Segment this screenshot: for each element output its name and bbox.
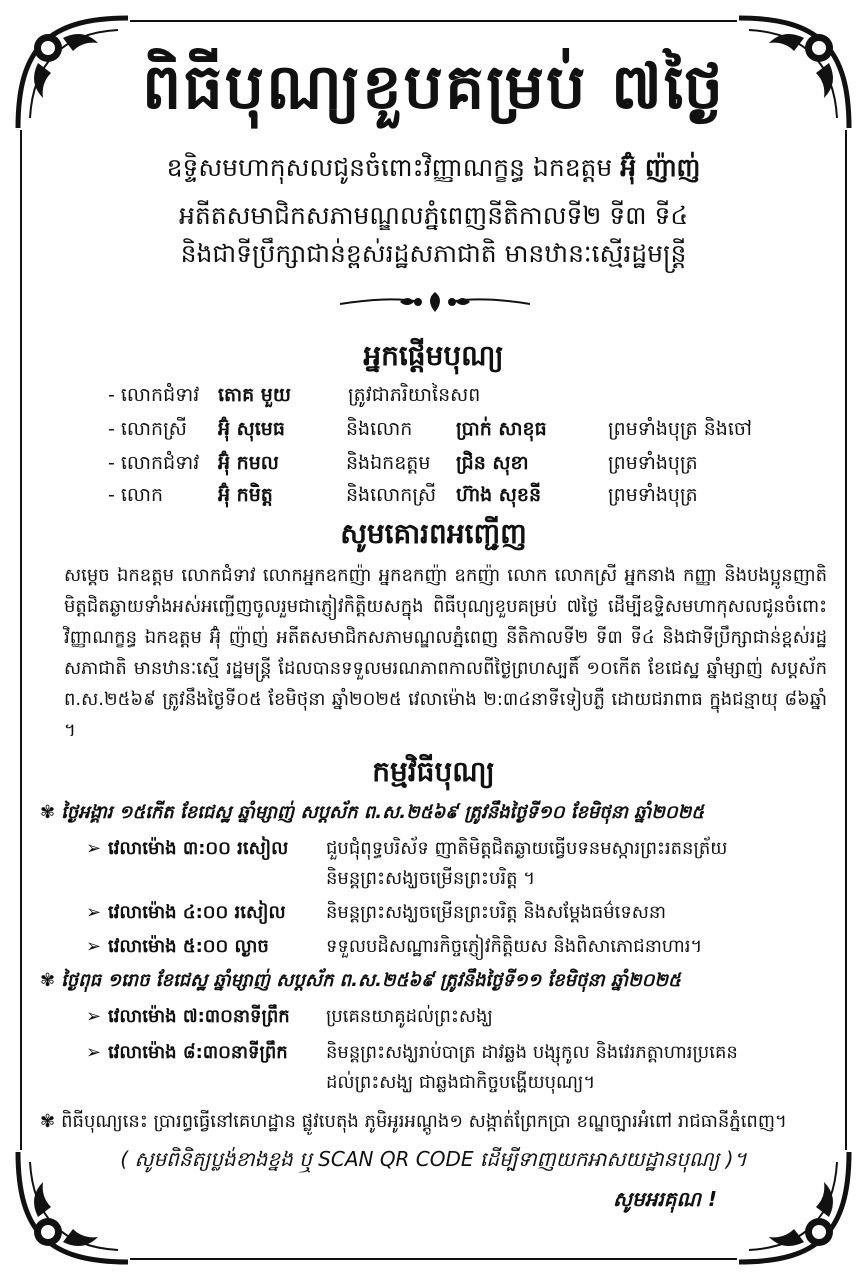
left-border-line (20, 130, 22, 1150)
arrow-bullet-icon: ➢ (86, 838, 102, 859)
invitation-text: សម្ដេច ឯកឧត្តម លោកជំទាវ លោកអ្នកឧកញ៉ា អ្នកឧកញ៉ា ឧកញ៉ា លោក លោកស្រី អ្នកនាង កញ្ញា និងបងប្អូនញាតិមិត្តជិតឆ្ងាយទាំងអស់អញ្ជើញចូលរួមជាភ្ញៀវកិត្តិយសក្នុង ពិធីបុណ្យខួបគម្រប់ ៧ថ្ងៃ ដើម្បីឧទ្ទិសមហាកុសលជូនចំពោះវិញ្ញាណក្ខន្ធ ឯកឧត្តម អ៊ុំ ញ៉ាញ់ អតីតសមាជិកសភាមណ្ឌលភ្នំពេញ នីតិកាលទី២ ទី៣ ទី៤ និងជាទីប្រឹក្សាជាន់ខ្ពស់រដ្ឋសភាជាតិ មានឋានៈស្មើ រដ្ឋមន្ត្រី ដែលបានទទួលមរណភាពកាលពីថ្ងៃព្រហស្បតិ៍ ១០កើត ខែជេស្ឋ ឆ្នាំម្សាញ់ សប្តស័ក ព.ស.២៥៦៩ ត្រូវនឹងថ្ងៃទី០៥ ខែមិថុនា ឆ្នាំ២០២៥ វេលាម៉ោង ២:៣៤នាទីទៀបភ្លឺ ដោយជរាពាធ ក្នុងជន្មាយុ ៨៦ឆ្នាំ ។ (64, 565, 827, 741)
event-activity-continued: ដល់ព្រះសង្ឃ ជាឆ្លងជាកិច្ចបង្ហើយបុណ្យ។ (326, 1072, 596, 1093)
event-activity: ជួបជុំពុទ្ធបរិស័ទ ញាតិមិត្តជិតឆ្ងាយធ្វើបទនមស្ការព្រះរតនត្រ័យ (326, 838, 728, 859)
organizer-title: - លោក (108, 484, 164, 506)
event-time: វេលាម៉ោង ៨:៣០នាទីព្រឹក (108, 1042, 288, 1063)
program-day-label: ថ្ងៃអង្គារ ១៥កើត ខែជេស្ឋ ឆ្នាំម្សាញ់ សប្តស័ក ព.ស.២៥៦៩ ត្រូវនឹងថ្ងៃទី១០ ខែមិថុនា ឆ្នាំ២០២៥ (61, 802, 705, 823)
flower-bullet-icon: ✾ (40, 1111, 56, 1132)
event-activity: ទទួលបដិសណ្ឋារកិច្ចភ្ញៀវកិត្តិយស និងពិសាភោជនាហារ។ (326, 936, 703, 957)
program-day (40, 798, 704, 828)
event-activity: ប្រគេនយាគូដល់ព្រះសង្ឃ (326, 1006, 493, 1027)
dedication-line-2: អតីតសមាជិកសភាមណ្ឌលភ្នំពេញនីតិកាលទី២ ទី៣ ទី៤ (178, 201, 689, 230)
arrow-bullet-icon: ➢ (86, 1006, 102, 1027)
dedication-line-1 (60, 150, 807, 186)
invitation-heading: សូមគោរពអញ្ជើញ (340, 517, 527, 550)
program-heading: កម្មវិធីបុណ្យ (372, 755, 495, 788)
organizer-relation: ព្រមទាំងបុត្រ និងចៅ (608, 418, 752, 440)
thank-you-text: សូមអរគុណ ! (613, 1187, 717, 1211)
organizers-heading: អ្នកផ្ដើមបុណ្យ (363, 339, 504, 372)
organizer-name: អ៊ុំ សុមេធ (218, 418, 285, 440)
organizer-title: - លោកស្រី (108, 418, 187, 440)
event-activity: និមន្តព្រះសង្ឃចម្រើនព្រះបរិត្ត និងសម្ដែងធម៌ទេសនា (326, 902, 667, 923)
top-border-line (130, 20, 737, 22)
organizer-partner-name: ប្រាក់ សាខុធ (456, 418, 547, 440)
organizer-conjunction: និងលោកស្រី (346, 484, 437, 506)
organizer-conjunction: និងឯកឧត្តម (346, 452, 431, 474)
event-time: វេលាម៉ោង ៣:០០ រសៀល (108, 838, 289, 859)
organizer-partner-name: ហ៊ាង សុខនី (456, 484, 542, 506)
page-title: ពិធីបុណ្យខួបគម្រប់ ៧ថ្ងៃ (142, 50, 725, 123)
organizer-title: - លោកជំទាវ (108, 384, 200, 406)
program-event (86, 1038, 738, 1093)
venue-note (40, 1108, 787, 1136)
arrow-bullet-icon: ➢ (86, 902, 102, 923)
arrow-bullet-icon: ➢ (86, 936, 102, 957)
deceased-name: អ៊ុំ ញ៉ាញ់ (620, 153, 701, 182)
event-time: វេលាម៉ោង ៥:០០ ល្ងាច (108, 936, 269, 957)
organizer-relation: ព្រមទាំងបុត្រ (608, 452, 698, 474)
organizer-title: - លោកជំទាវ (108, 452, 200, 474)
organizer-name: តោគ មួយ (218, 384, 291, 406)
organizer-relation: ព្រមទាំងបុត្រ (608, 484, 698, 506)
program-day (40, 966, 681, 996)
organizer-conjunction: ត្រូវជាភរិយានៃសព (348, 384, 481, 406)
program-event (86, 898, 667, 928)
program-event (86, 834, 728, 889)
program-event (86, 1002, 493, 1032)
dedication-line-3: និងជាទីប្រឹក្សាជាន់ខ្ពស់រដ្ឋសភាជាតិ មានឋានៈស្មើរដ្ឋមន្ត្រី (180, 239, 687, 268)
venue-text: ពិធីបុណ្យនេះ ប្រារព្ធធ្វើនៅគេហដ្ឋាន ផ្លូវបេតុង ភូមិអូរអណ្ដូង១ សង្កាត់ព្រែកប្រា ខណ្ឌច្បារអំពៅ រាជធានីភ្នំពេញ។ (61, 1111, 787, 1132)
event-activity: និមន្តព្រះសង្ឃរាប់បាត្រ ដាវឆ្លង បង្សុកូល និងវេរភត្តាហារប្រគេន (326, 1042, 738, 1063)
program-day-label: ថ្ងៃពុធ ១រោច ខែជេស្ឋ ឆ្នាំម្សាញ់ សប្តស័ក ព.ស.២៥៦៩ ត្រូវនឹងថ្ងៃទី១១ ខែមិថុនា ឆ្នាំ២០២៥ (61, 970, 681, 991)
right-border-line (845, 130, 847, 1150)
organizer-name: អ៊ុំ កមល (218, 452, 279, 474)
arrow-bullet-icon: ➢ (86, 1042, 102, 1063)
qr-scan-note: ( សូមពិនិត្យប្លង់ខាងខ្នង ឬ SCAN QR CODE ដើម្បីទាញយកអាសយដ្ឋានបុណ្យ )។ (120, 1147, 747, 1171)
bottom-border-line (130, 1258, 737, 1260)
organizer-name: អ៊ុំ កមិត្ត (218, 484, 273, 506)
dedication-prefix: ឧទ្ទិសមហាកុសលជូនចំពោះវិញ្ញាណក្ខន្ធ ឯកឧត្តម (166, 153, 621, 182)
event-activity-continued: និមន្តព្រះសង្ឃចម្រើនព្រះបរិត្ត ។ (326, 868, 536, 889)
program-event (86, 932, 703, 962)
organizer-conjunction: និងលោក (346, 418, 413, 440)
invitation-paragraph (64, 560, 827, 746)
ornament-divider-icon (340, 290, 530, 314)
event-time: វេលាម៉ោង ៧:៣០នាទីព្រឹក (108, 1006, 290, 1027)
flower-bullet-icon: ✾ (40, 802, 56, 823)
organizer-partner-name: ជ្រិន សុខា (456, 452, 529, 474)
flower-bullet-icon: ✾ (40, 970, 56, 991)
event-time: វេលាម៉ោង ៤:០០ រសៀល (108, 902, 286, 923)
